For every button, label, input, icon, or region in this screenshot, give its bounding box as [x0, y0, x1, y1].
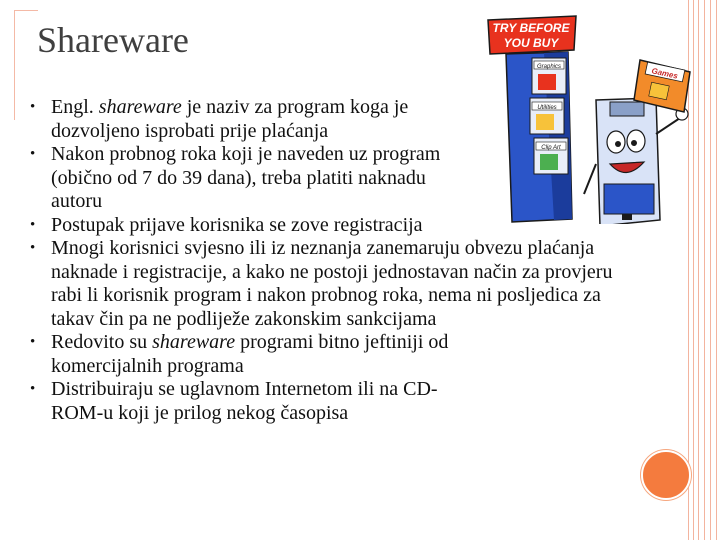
- bullet-item: • Mnogi korisnici svjesno ili iz neznanja zanemaruju obvezu plaćanja naknade i registracije, a kako ne postoji jednostavan način za provjeru rabi li korisnik program i nakon probnog roka, nema ni posljedica za takav čin pa ne podliježe zakonskim sankcijama: [30, 237, 630, 331]
- bullet-item: • Redovito su shareware programi bitno jeftiniji od komercijalnih programa: [30, 331, 630, 378]
- package-label: Graphics: [536, 64, 562, 70]
- package-label: Games: [650, 66, 679, 81]
- bullet-item: • Distribuiraju se uglavnom Internetom ili na CD-ROM-u koji je prilog nekog časopisa: [30, 378, 630, 425]
- frame-top-line: [14, 10, 38, 11]
- package-1: [532, 58, 566, 94]
- bullet-item: • Nakon probnog roka koji je naveden uz program (obično od 7 do 39 dana), treba platiti naknadu autoru: [30, 143, 630, 214]
- sign-text-1: TRY BEFORE: [492, 21, 570, 35]
- try-before-you-buy-clipart: [484, 14, 696, 224]
- package-3: [534, 138, 568, 174]
- sign-text-2: YOU BUY: [503, 36, 559, 50]
- package-label: Clip Art: [541, 145, 561, 151]
- accent-circle: [641, 450, 691, 500]
- slide-title: Shareware: [37, 20, 189, 60]
- floppy-character: [584, 98, 688, 224]
- package-2: [530, 98, 564, 134]
- package-label: Utilities: [537, 105, 557, 111]
- frame-left-line: [14, 10, 15, 120]
- bullet-item: • Engl. shareware je naziv za program koga je dozvoljeno isprobati prije plaćanja: [30, 96, 630, 143]
- bullet-item: • Postupak prijave korisnika se zove registracija: [30, 214, 630, 238]
